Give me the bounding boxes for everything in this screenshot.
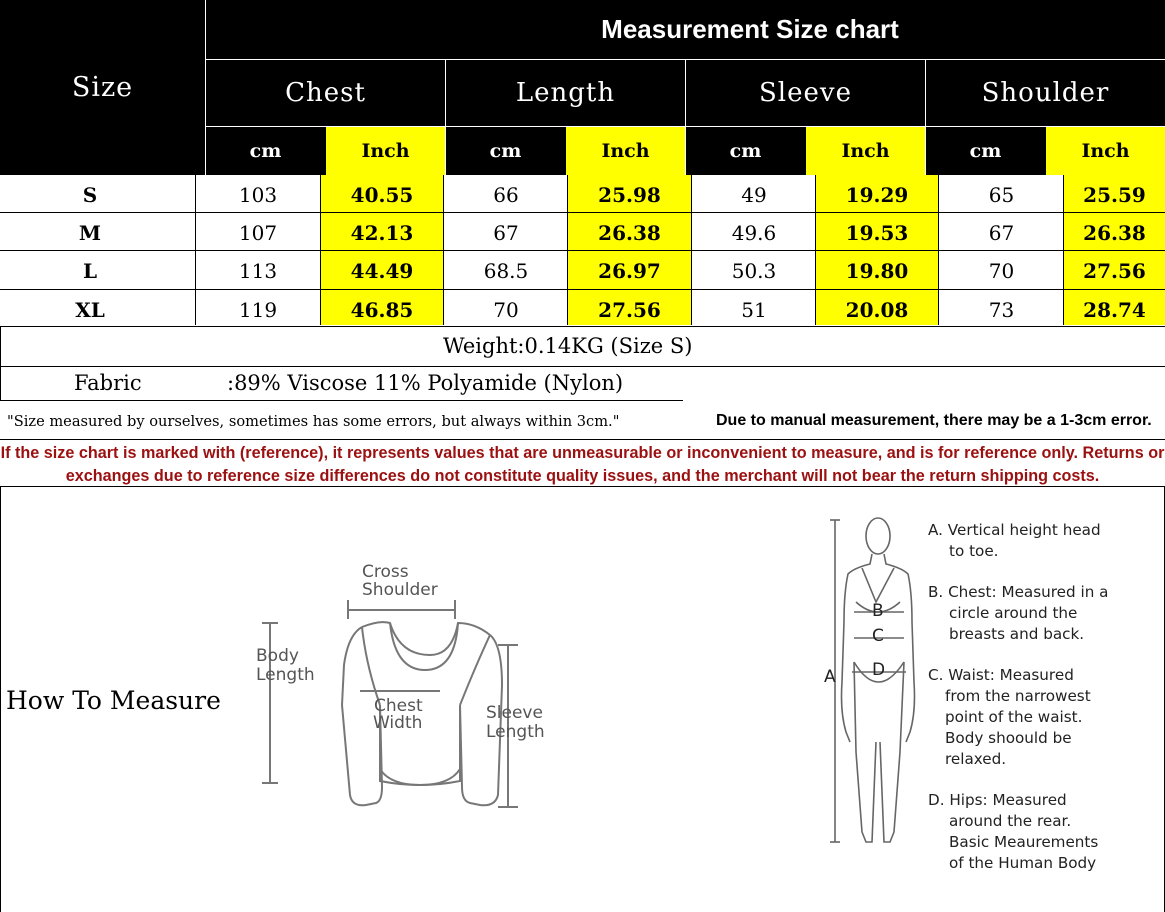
value-cell: 51 [741, 297, 767, 322]
column-divider [815, 175, 816, 325]
value-cell: 26.97 [598, 258, 661, 283]
value-cell: 50.3 [731, 258, 777, 283]
chest-header: Chest [285, 78, 366, 108]
how-to-measure-title: How To Measure [6, 686, 221, 715]
divider [0, 326, 1165, 327]
body-letter-c: C [872, 626, 884, 646]
header-divider [445, 59, 446, 175]
value-cell: 27.56 [1083, 258, 1146, 283]
size-cell: M [78, 220, 102, 245]
note-line: point of the waist. [945, 708, 1083, 726]
note-d [928, 790, 1158, 874]
fabric-value: :89% Viscose 11% Polyamide (Nylon) [227, 371, 624, 395]
value-cell: 67 [493, 220, 519, 245]
value-cell: 25.59 [1083, 182, 1146, 207]
size-chart-header [0, 0, 1165, 175]
value-cell: 25.98 [598, 182, 661, 207]
body-length-label: Length [256, 665, 315, 685]
row-divider [0, 289, 1165, 290]
column-divider [938, 175, 939, 325]
note-line: B. Chest: Measured in a [928, 583, 1109, 601]
value-cell: 73 [988, 297, 1015, 322]
chest-inch-header: Inch [326, 127, 445, 175]
value-cell: 46.85 [350, 297, 414, 322]
value-cell: 119 [238, 297, 278, 322]
header-divider [925, 59, 926, 175]
reference-note-line2: exchanges due to reference size differences do not constitute quality issues, and the merchant will not bear the return shipping costs. [65, 467, 1100, 485]
value-cell: 113 [238, 258, 278, 283]
garment-diagram [240, 555, 560, 815]
shoulder-cm-header: cm [969, 140, 1002, 162]
body-letter-a: A [824, 667, 836, 687]
value-cell: 67 [988, 220, 1015, 245]
size-cell: XL [75, 297, 105, 322]
chest-width-label: Chest [374, 696, 423, 716]
note-line: Basic Meaurements [949, 833, 1099, 851]
weight-text: Weight:0.14KG (Size S) [443, 334, 693, 358]
divider [0, 326, 1, 401]
column-divider [443, 175, 444, 325]
value-cell: 65 [988, 182, 1015, 207]
note-line: from the narrowest [945, 687, 1091, 705]
note-line: D. Hips: Measured [928, 791, 1067, 809]
size-column-header: Size [71, 72, 134, 103]
note-line: to toe. [949, 542, 999, 560]
sleeve-header: Sleeve [759, 78, 852, 108]
value-cell: 42.13 [350, 220, 414, 245]
value-cell: 19.29 [845, 182, 909, 207]
value-cell: 19.80 [845, 258, 909, 283]
note-a [928, 520, 1158, 562]
value-cell: 40.55 [350, 182, 414, 207]
value-cell: 70 [988, 258, 1015, 283]
table-row [0, 290, 1165, 329]
error-note: Due to manual measurement, there may be a 1-3cm error. [716, 412, 1152, 429]
note-line: breasts and back. [949, 625, 1085, 643]
column-divider [691, 175, 692, 325]
size-cell: L [82, 258, 98, 283]
table-row [0, 175, 1165, 214]
note-b [928, 582, 1158, 645]
body-diagram [820, 512, 920, 852]
value-cell: 103 [238, 182, 278, 207]
size-cell: S [82, 182, 98, 207]
fabric-label: Fabric [74, 371, 142, 395]
measurement-note: "Size measured by ourselves, sometimes has some errors, but always within 3cm." [7, 413, 620, 430]
length-inch-header: Inch [566, 127, 685, 175]
table-row [0, 213, 1165, 252]
note-line: C. Waist: Measured [928, 666, 1074, 684]
divider [0, 439, 1165, 440]
size-table-body [0, 175, 1165, 325]
divider [0, 486, 1165, 487]
value-cell: 49.6 [731, 220, 777, 245]
cross-shoulder-label: Shoulder [362, 580, 438, 600]
value-cell: 68.5 [483, 258, 529, 283]
column-divider [567, 175, 568, 325]
value-cell: 44.49 [350, 258, 414, 283]
header-divider [205, 0, 206, 175]
column-divider [320, 175, 321, 325]
sleeve-cm-header: cm [729, 140, 762, 162]
frame-border [0, 486, 1, 912]
body-length-label: Body [256, 646, 299, 666]
value-cell: 49 [741, 182, 767, 207]
value-cell: 28.74 [1083, 297, 1146, 322]
body-letter-d: D [872, 660, 886, 680]
value-cell: 70 [493, 297, 519, 322]
shoulder-header: Shoulder [981, 78, 1110, 108]
sleeve-length-label: Sleeve [486, 703, 543, 723]
chest-width-label: Width [373, 713, 423, 733]
note-line: A. Vertical height head [928, 521, 1101, 539]
length-cm-header: cm [489, 140, 522, 162]
value-cell: 27.56 [598, 297, 661, 322]
column-divider [1063, 175, 1064, 325]
value-cell: 26.38 [598, 220, 661, 245]
note-line: of the Human Body [949, 854, 1097, 872]
reference-note-line1: If the size chart is marked with (reference), it represents values that are unmeasurable or inconvenient to measure, and is for reference only. Returns or [0, 444, 1165, 462]
table-row [0, 251, 1165, 290]
value-cell: 107 [238, 220, 278, 245]
note-line: circle around the [949, 604, 1078, 622]
chest-cm-header: cm [249, 140, 282, 162]
sleeve-length-label: Length [486, 722, 545, 742]
note-line: Body shoould be [945, 729, 1072, 747]
note-line: around the rear. [949, 812, 1072, 830]
measurement-notes [928, 520, 1158, 874]
divider [0, 400, 683, 401]
note-line: relaxed. [945, 750, 1007, 768]
value-cell: 20.08 [845, 297, 909, 322]
value-cell: 66 [493, 182, 519, 207]
sleeve-inch-header: Inch [806, 127, 925, 175]
cross-shoulder-label: Cross [362, 562, 409, 582]
body-letter-b: B [872, 601, 884, 621]
header-divider [685, 59, 686, 175]
value-cell: 26.38 [1083, 220, 1146, 245]
chart-title: Measurement Size chart [601, 14, 899, 44]
column-divider [195, 175, 196, 325]
row-divider [0, 212, 1165, 213]
divider [0, 366, 1165, 367]
note-c [928, 665, 1158, 770]
value-cell: 19.53 [845, 220, 909, 245]
row-divider [0, 250, 1165, 251]
length-header: Length [515, 78, 616, 108]
shoulder-inch-header: Inch [1046, 127, 1165, 175]
